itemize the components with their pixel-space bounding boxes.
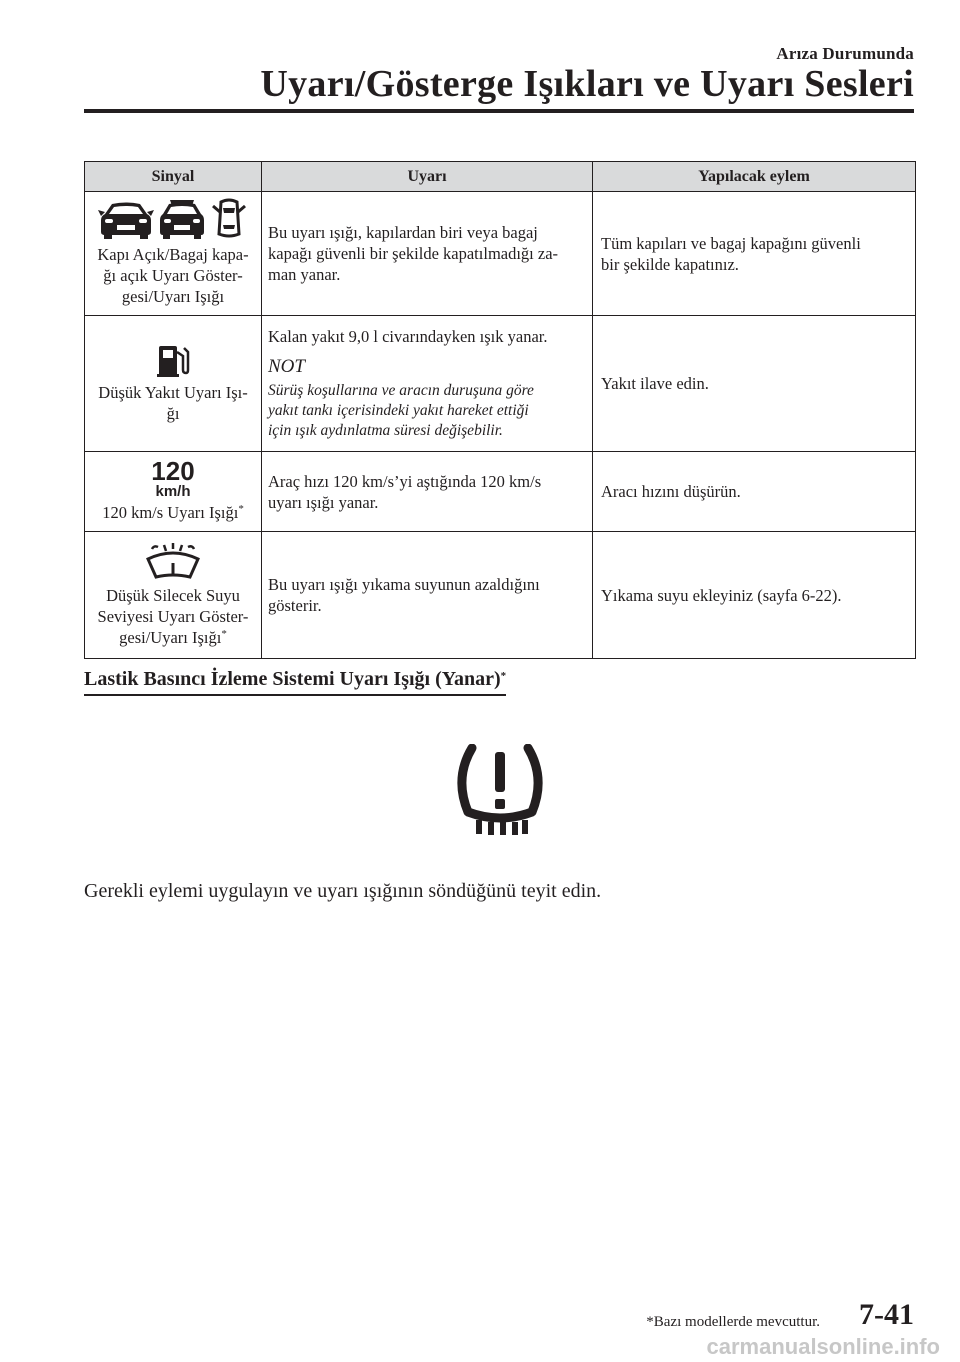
tire-pressure-warning-icon: [450, 744, 550, 841]
footnote-marker: *: [221, 627, 227, 640]
footnote: *Bazı modellerde mevcuttur.: [646, 1314, 820, 1330]
car-top-view-door-icon: [209, 198, 249, 240]
footnote-marker: *: [238, 503, 244, 515]
action-line: bir şekilde kapatınız.: [601, 254, 739, 274]
action-cell: [593, 532, 916, 659]
note-line: için ışık aydınlatma süresi değişebilir.: [268, 422, 503, 439]
signal-name-line: Seviyesi Uyarı Göster-: [97, 606, 249, 626]
signal-name: [93, 502, 253, 523]
icon-speed-unit: km/h: [155, 483, 191, 498]
tpms-heading-text: Lastik Basıncı İzleme Sistemi Uyarı Işığı (Yanar): [84, 668, 501, 690]
warning-line: Bu uyarı ışığı, kapılardan biri veya bagaj: [268, 223, 538, 242]
fuel-pump-icon: [155, 342, 191, 378]
signal-name-line: ğı açık Uyarı Göster-: [103, 266, 243, 285]
table-row: [85, 316, 916, 452]
note-text: [268, 381, 586, 441]
action-cell: [593, 192, 916, 316]
table-row: [85, 192, 916, 316]
watermark: carmanualsonline.info: [706, 1334, 940, 1359]
warning-line: man yanar.: [268, 265, 341, 284]
action-line: Aracı hızını düşürün.: [601, 482, 741, 501]
warning-line: Bu uyarı ışığı yıkama suyunun azaldığını: [268, 575, 540, 594]
warning-line: gösterir.: [268, 596, 322, 615]
footnote-marker: *: [500, 670, 507, 682]
signal-name-line: Kapı Açık/Bagaj kapa-: [97, 245, 249, 264]
warning-cell: [262, 452, 593, 532]
speed-120-kmh-icon: [149, 458, 197, 498]
table-row: [85, 452, 916, 532]
warning-line: Kalan yakıt 9,0 l civarındayken ışık yanar.: [268, 327, 548, 346]
note-line: yakıt tankı içerisindeki yakıt hareket ettiği: [268, 402, 529, 419]
table-row: [85, 532, 916, 659]
signal-cell: [85, 192, 262, 316]
page-number: 7-41: [859, 1298, 914, 1331]
table-header-row: [85, 162, 916, 192]
warning-lights-table: [84, 161, 916, 659]
action-cell: [593, 316, 916, 452]
note-line: Sürüş koşullarına ve aracın duruşuna göre: [268, 382, 534, 399]
warning-line: Araç hızı 120 km/s’yi aştığında 120 km/s: [268, 471, 542, 491]
tpms-heading: [84, 668, 506, 696]
signal-cell: [85, 532, 262, 659]
column-header-action: Yapılacak eylem: [593, 162, 916, 192]
signal-name: [93, 244, 253, 307]
signal-name-line: gesi/Uyarı Işığı: [119, 627, 222, 647]
warning-line: uyarı ışığı yanar.: [268, 492, 379, 512]
signal-name-line: Düşük Yakıt Uyarı Işı-: [98, 382, 248, 402]
column-header-signal: Sinyal: [85, 162, 262, 192]
note-heading: NOT: [268, 356, 305, 377]
page-title: Uyarı/Gösterge Işıkları ve Uyarı Sesleri: [260, 63, 914, 105]
section-name: Arıza Durumunda: [776, 44, 914, 63]
warning-cell: [262, 192, 593, 316]
action-cell: [593, 452, 916, 532]
action-line: Yıkama suyu ekleyiniz (sayfa 6-22).: [601, 585, 842, 605]
warning-cell: [262, 532, 593, 659]
warning-cell: [262, 316, 593, 452]
header-rule: [84, 109, 914, 113]
washer-fluid-icon: [144, 541, 202, 581]
signal-name-line: 120 km/s Uyarı Işığı: [102, 503, 239, 522]
icon-speed-value: 120: [151, 458, 195, 486]
action-line: Yakıt ilave edin.: [601, 374, 709, 393]
signal-name-line: Düşük Silecek Suyu: [106, 585, 240, 605]
signal-cell: [85, 316, 262, 452]
signal-name: [93, 585, 253, 648]
warning-line: kapağı güvenli bir şekilde kapatılmadığı za-: [268, 244, 559, 263]
car-trunk-open-icon: [157, 200, 207, 240]
signal-cell: [85, 452, 262, 532]
tpms-instruction: Gerekli eylemi uygulayın ve uyarı ışığının söndüğünü teyit edin.: [84, 880, 602, 902]
column-header-warning: Uyarı: [262, 162, 593, 192]
signal-name-line: ğı: [166, 403, 180, 423]
signal-name: [93, 382, 253, 424]
signal-name-line: gesi/Uyarı Işığı: [121, 287, 225, 306]
car-door-open-icon: [97, 200, 155, 240]
action-line: Tüm kapıları ve bagaj kapağını güvenli: [601, 233, 861, 253]
